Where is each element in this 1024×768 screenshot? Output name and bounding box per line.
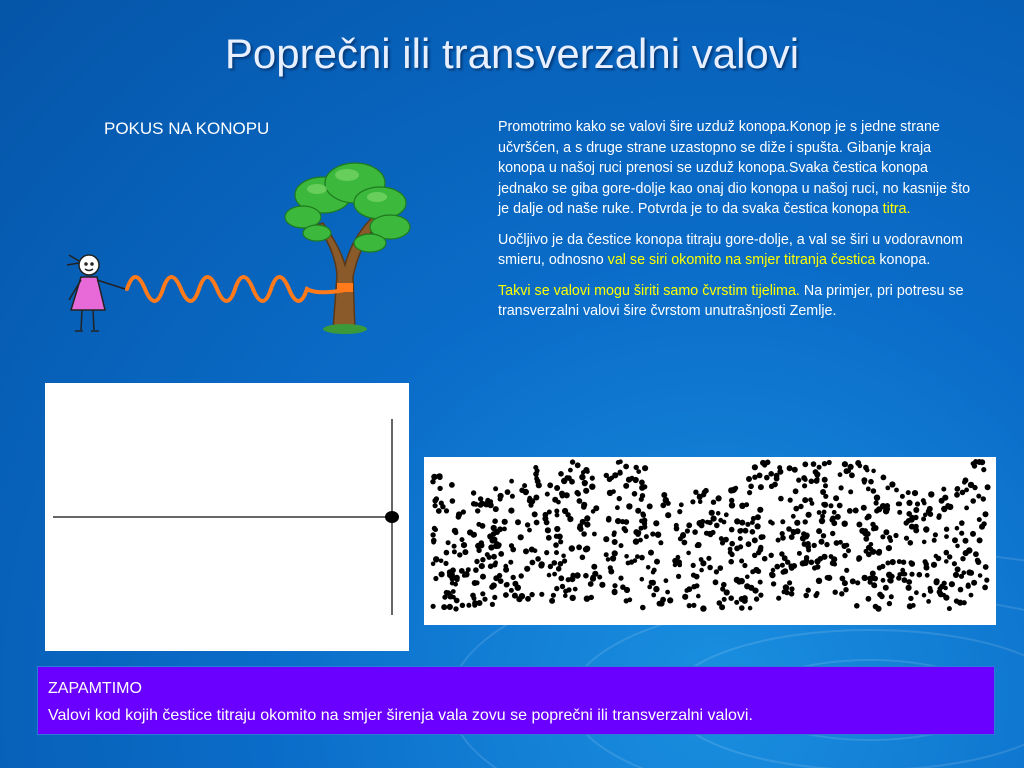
tree-icon bbox=[285, 163, 410, 334]
explanation-text bbox=[498, 117, 978, 332]
particle-wave-panel bbox=[424, 457, 996, 625]
remember-heading: ZAPAMTIMO bbox=[48, 680, 142, 697]
paragraph-2-highlight: val se siri okomito na smjer titranja čestica bbox=[607, 252, 876, 268]
paragraph-3-highlight: Takvi se valovi mogu širiti samo čvrstim tijelima. bbox=[498, 282, 800, 299]
paragraph-3 bbox=[498, 281, 978, 322]
paragraph-1-text: Promotrimo kako se valovi šire uzduž konopa.Konop je s jedne strane učvršćen, a s druge strane uzastopno se diže i spušta. Gibanje kraja konopa u našoj ruci prenosi se uzduž konopa.Svaka čestica konopa jednako se giba gore-dolje kao onaj dio konopa u našoj ruci, no kasnije što je dalje od naše ruke. Potvrda je to da svaka čestica konopa bbox=[498, 119, 971, 217]
paragraph-1-highlight: titra. bbox=[882, 201, 911, 217]
paragraph-2-end: konopa. bbox=[875, 252, 931, 268]
paragraph-2 bbox=[498, 230, 978, 271]
remember-text: Valovi kod kojih čestice titraju okomito na smjer širenja vala zovu se poprečni ili transverzalni valovi. bbox=[48, 707, 753, 724]
girl-rope-tree-illustration bbox=[55, 155, 425, 340]
rope-wave-diagram bbox=[45, 383, 409, 651]
remember-box bbox=[37, 666, 995, 735]
paragraph-2-text: Uočljivo je da čestice konopa titraju gore-dolje, a val se širi u vodoravnom smieru, odnosno bbox=[498, 231, 963, 268]
particle-field bbox=[424, 457, 996, 625]
rope-wave bbox=[127, 277, 345, 301]
experiment-subtitle: POKUS NA KONOPU bbox=[104, 119, 270, 138]
slide-title: Poprečni ili transverzalni valovi bbox=[224, 30, 800, 77]
girl-icon bbox=[67, 255, 125, 331]
paragraph-1 bbox=[498, 117, 978, 220]
paragraph-3-text: Na primjer, pri potresu se transverzalni valovi šire čvrstom unutrašnjosti Zemlje. bbox=[498, 282, 964, 319]
rope-wave-animation-panel bbox=[45, 383, 409, 651]
